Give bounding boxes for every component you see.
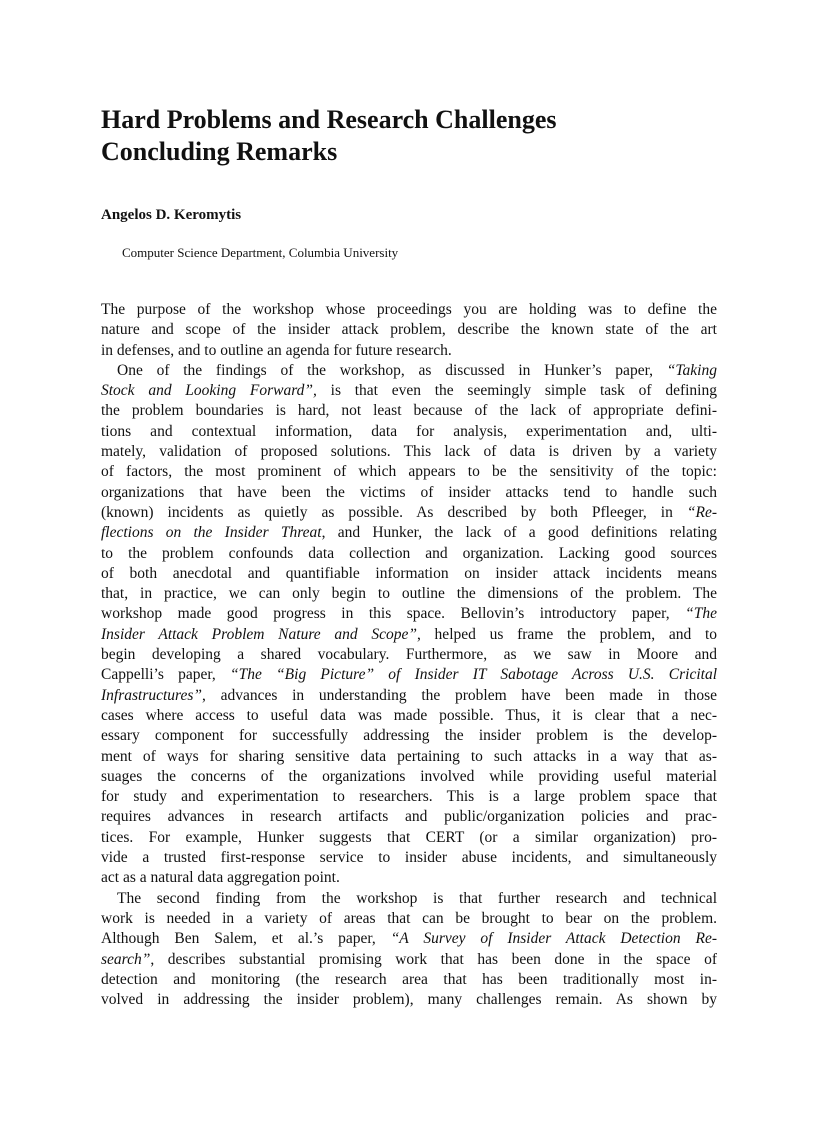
italic-title-text: Stock and Looking Forward”, xyxy=(101,382,317,400)
text-line xyxy=(101,889,717,909)
text-line xyxy=(101,462,717,482)
line-text: Although Ben Salem, et al.’s paper, xyxy=(101,930,391,948)
text-line xyxy=(101,767,717,787)
line-text: vide a trusted first-response service to insider abuse incidents, and simultaneously xyxy=(101,849,717,867)
italic-title-text: “Re- xyxy=(686,503,717,521)
title-line-1: Hard Problems and Research Challenges xyxy=(101,105,557,134)
title-line-2: Concluding Remarks xyxy=(101,137,338,166)
text-line xyxy=(101,929,717,949)
line-text: The second finding from the workshop is that further research and technical xyxy=(117,889,717,907)
text-line xyxy=(101,706,717,726)
text-line xyxy=(101,320,717,340)
text-line xyxy=(101,564,717,584)
text-line xyxy=(101,909,717,929)
text-line xyxy=(101,645,717,665)
text-line xyxy=(101,970,717,990)
text-line xyxy=(101,604,717,624)
line-text: , and Hunker, the lack of a good definitions relating xyxy=(321,524,717,542)
text-line xyxy=(101,442,717,462)
text-line xyxy=(101,747,717,767)
text-line xyxy=(101,503,717,523)
text-line xyxy=(101,868,717,888)
line-text: ment of ways for sharing sensitive data pertaining to such attacks in a way that as- xyxy=(101,747,717,765)
line-text: to the problem confounds data collection and organization. Lacking good sources xyxy=(101,544,717,562)
line-text: workshop made good progress in this space. Bellovin’s introductory paper, xyxy=(101,605,686,623)
line-text: essary component for successfully addressing the insider problem is the develop- xyxy=(101,727,717,745)
line-text: act as a natural data aggregation point. xyxy=(101,869,340,887)
text-line xyxy=(101,401,717,421)
line-text: for study and experimentation to researchers. This is a large problem space that xyxy=(101,788,717,806)
line-text: work is needed in a variety of areas that can be brought to bear on the problem. xyxy=(101,909,717,927)
text-line xyxy=(101,523,717,543)
line-text: begin developing a shared vocabulary. Furthermore, as we saw in Moore and xyxy=(101,646,717,664)
line-text: suages the concerns of the organizations involved while providing useful material xyxy=(101,767,717,785)
text-line xyxy=(101,665,717,685)
line-text: mately, validation of proposed solutions. This lack of data is driven by a variety xyxy=(101,443,717,461)
text-line xyxy=(101,950,717,970)
text-line xyxy=(101,544,717,564)
text-line xyxy=(101,625,717,645)
line-text: in defenses, and to outline an agenda for future research. xyxy=(101,341,452,359)
line-text: volved in addressing the insider problem), many challenges remain. As shown by xyxy=(101,991,717,1009)
line-text: One of the findings of the workshop, as discussed in Hunker’s paper, xyxy=(117,361,667,379)
text-line xyxy=(101,726,717,746)
line-text: organizations that have been the victims of insider attacks tend to handle such xyxy=(101,483,717,501)
body-text xyxy=(101,300,717,1010)
text-line xyxy=(101,848,717,868)
italic-title-text: “A Survey of Insider Attack Detection Re- xyxy=(390,930,717,948)
line-text: , advances in understanding the problem have been made in those xyxy=(202,686,717,704)
text-line xyxy=(101,990,717,1010)
italic-title-text: “The “Big Picture” of Insider IT Sabotage Across U.S. Cricital xyxy=(229,666,717,684)
text-line xyxy=(101,361,717,381)
line-text: The purpose of the workshop whose proceedings you are holding was to define the xyxy=(101,301,717,318)
line-text: requires advances in research artifacts and public/organization policies and prac- xyxy=(101,808,717,826)
text-line xyxy=(101,584,717,604)
italic-title-text: Insider Attack Problem Nature and Scope” xyxy=(101,625,417,643)
text-line xyxy=(101,787,717,807)
text-line xyxy=(101,341,717,361)
line-text: detection and monitoring (the research area that has been traditionally most in- xyxy=(101,970,717,988)
line-text: of both anecdotal and quantifiable information on insider attack incidents means xyxy=(101,564,717,582)
text-line xyxy=(101,422,717,442)
line-text: the problem boundaries is hard, not least because of the lack of appropriate defini- xyxy=(101,402,717,420)
italic-title-text: Infrastructures” xyxy=(101,686,203,704)
line-text: cases where access to useful data was made possible. Thus, it is clear that a nec- xyxy=(101,706,717,724)
text-line xyxy=(101,828,717,848)
line-text: tices. For example, Hunker suggests that CERT (or a similar organization) pro- xyxy=(101,828,717,846)
line-text: that, in practice, we can only begin to outline the dimensions of the problem. The xyxy=(101,585,717,603)
text-line xyxy=(101,300,717,320)
line-text: of factors, the most prominent of which appears to be the sensitivity of the topic: xyxy=(101,463,717,481)
author-affiliation: Computer Science Department, Columbia University xyxy=(122,245,399,260)
author-name: Angelos D. Keromytis xyxy=(101,207,242,223)
italic-title-text: flections on the Insider Threat xyxy=(101,524,322,542)
paper-title xyxy=(101,104,741,168)
text-line xyxy=(101,686,717,706)
line-text: , describes substantial promising work that has been done in the space of xyxy=(150,950,717,968)
italic-title-text: “Taking xyxy=(666,361,717,379)
line-text: Cappelli’s paper, xyxy=(101,666,230,684)
line-text: , helped us frame the problem, and to xyxy=(416,625,717,643)
italic-title-text: search” xyxy=(101,950,151,968)
line-text: tions and contextual information, data for analysis, experimentation and, ulti- xyxy=(101,422,717,440)
line-text: (known) incidents as quietly as possible. As described by both Pfleeger, in xyxy=(101,503,687,521)
text-line xyxy=(101,483,717,503)
text-line xyxy=(101,381,717,401)
text-line xyxy=(101,807,717,827)
line-text: nature and scope of the insider attack problem, describe the known state of the art xyxy=(101,321,717,339)
italic-title-text: “The xyxy=(685,605,717,623)
line-text: is that even the seemingly simple task of defining xyxy=(316,382,717,400)
